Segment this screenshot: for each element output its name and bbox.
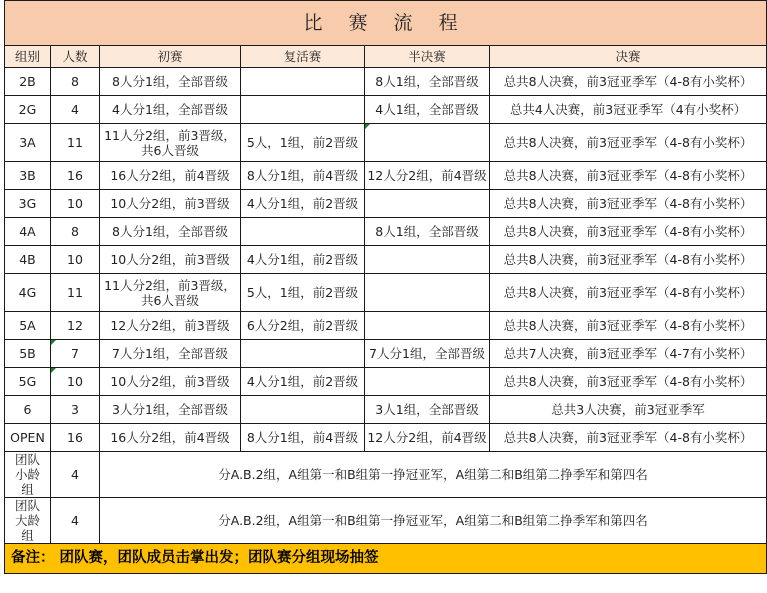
cell-final: 总共4人决赛，前3冠亚季军（4有小奖杯） bbox=[490, 96, 767, 124]
cell-final: 总共8人决赛，前3冠亚季军（4-8有小奖杯） bbox=[490, 312, 767, 340]
cell-semi: 8人1组，全部晋级 bbox=[365, 218, 490, 246]
cell-group: 3A bbox=[5, 124, 51, 162]
cell-team-description: 分A.B.2组，A组第一和B组第一挣冠亚军，A组第二和B组第二挣季军和第四名 bbox=[100, 498, 767, 544]
cell-final: 总共8人决赛，前3冠亚季军（4-8有小奖杯） bbox=[490, 190, 767, 218]
cell-team-description: 分A.B.2组，A组第一和B组第一挣冠亚军，A组第二和B组第二挣季军和第四名 bbox=[100, 452, 767, 498]
cell-count: 16 bbox=[51, 424, 100, 452]
cell-repechage: 4人分1组，前2晋级 bbox=[241, 190, 365, 218]
table-row bbox=[5, 190, 767, 218]
cell-semi bbox=[365, 368, 490, 396]
cell-prelim: 3人分1组，全部晋级 bbox=[100, 396, 241, 424]
cell-count: 3 bbox=[51, 396, 100, 424]
cell-group: 团队小龄组 bbox=[5, 452, 51, 498]
table-row bbox=[5, 96, 767, 124]
cell-count: 10 bbox=[51, 246, 100, 274]
schedule-table bbox=[4, 0, 767, 574]
cell-semi: 4人1组，全部晋级 bbox=[365, 96, 490, 124]
cell-group: 6 bbox=[5, 396, 51, 424]
cell-prelim: 11人分2组，前3晋级，共6人晋级 bbox=[100, 274, 241, 312]
cell-group: 2B bbox=[5, 68, 51, 96]
cell-semi bbox=[365, 424, 490, 452]
cell-prelim: 16人分2组，前4晋级 bbox=[100, 424, 241, 452]
schedule-sheet bbox=[4, 0, 766, 574]
header-count: 人数 bbox=[51, 46, 100, 68]
cell-prelim: 10人分2组，前3晋级 bbox=[100, 190, 241, 218]
cell-repechage: 5人，1组，前2晋级 bbox=[241, 124, 365, 162]
cell-prelim: 11人分2组，前3晋级，共6人晋级 bbox=[100, 124, 241, 162]
cell-repechage: 8人分1组，前4晋级 bbox=[241, 424, 365, 452]
cell-group: OPEN bbox=[5, 424, 51, 452]
table-row bbox=[5, 340, 767, 368]
table-row bbox=[5, 124, 767, 162]
cell-group: 2G bbox=[5, 96, 51, 124]
cell-repechage bbox=[241, 96, 365, 124]
cell-count: 11 bbox=[51, 124, 100, 162]
cell-count: 10 bbox=[51, 190, 100, 218]
header-row bbox=[5, 46, 767, 68]
cell-final: 总共8人决赛，前3冠亚季军（4-8有小奖杯） bbox=[490, 368, 767, 396]
cell-semi bbox=[365, 274, 490, 312]
cell-count: 11 bbox=[51, 274, 100, 312]
cell-final: 总共8人决赛，前3冠亚季军（4-8有小奖杯） bbox=[490, 162, 767, 190]
team-row bbox=[5, 452, 767, 498]
cell-count: 8 bbox=[51, 68, 100, 96]
header-semi: 半决赛 bbox=[365, 46, 490, 68]
cell-prelim: 8人分1组，全部晋级 bbox=[100, 218, 241, 246]
cell-count: 16 bbox=[51, 162, 100, 190]
cell-group: 4A bbox=[5, 218, 51, 246]
cell-semi bbox=[365, 162, 490, 190]
cell-repechage bbox=[241, 340, 365, 368]
cell-prelim: 4人分1组，全部晋级 bbox=[100, 96, 241, 124]
cell-semi: 8人1组，全部晋级 bbox=[365, 68, 490, 96]
cell-repechage: 4人分1组，前2晋级 bbox=[241, 246, 365, 274]
cell-repechage: 6人分2组，前2晋级 bbox=[241, 312, 365, 340]
cell-group: 5G bbox=[5, 368, 51, 396]
cell-final: 总共8人决赛，前3冠亚季军（4-8有小奖杯） bbox=[490, 274, 767, 312]
cell-count: 8 bbox=[51, 218, 100, 246]
header-repechage: 复活赛 bbox=[241, 46, 365, 68]
cell-group: 3G bbox=[5, 190, 51, 218]
cell-count: 4 bbox=[51, 96, 100, 124]
cell-count: 7 bbox=[51, 340, 100, 368]
cell-semi: 7人分1组，全部晋级 bbox=[365, 340, 490, 368]
cell-repechage bbox=[241, 218, 365, 246]
sheet-title: 比 赛 流 程 bbox=[5, 1, 767, 46]
cell-final: 总共8人决赛，前3冠亚季军（4-8有小奖杯） bbox=[490, 68, 767, 96]
semi-text: 12人分2组，前4晋级 bbox=[367, 430, 487, 445]
cell-final: 总共8人决赛，前3冠亚季军（4-8有小奖杯） bbox=[490, 424, 767, 452]
cell-group: 团队大龄组 bbox=[5, 498, 51, 544]
cell-semi bbox=[365, 190, 490, 218]
cell-count: 4 bbox=[51, 452, 100, 498]
table-row bbox=[5, 68, 767, 96]
cell-semi bbox=[365, 312, 490, 340]
table-row bbox=[5, 424, 767, 452]
semi-text: 12人分2组，前4晋级 bbox=[367, 168, 487, 183]
header-prelim: 初赛 bbox=[100, 46, 241, 68]
table-row bbox=[5, 396, 767, 424]
cell-prelim: 12人分2组，前3晋级 bbox=[100, 312, 241, 340]
cell-final: 总共8人决赛，前3冠亚季军（4-8有小奖杯） bbox=[490, 246, 767, 274]
cell-repechage: 4人分1组，前2晋级 bbox=[241, 368, 365, 396]
cell-final: 总共3人决赛，前3冠亚季军 bbox=[490, 396, 767, 424]
table-row bbox=[5, 274, 767, 312]
cell-group: 3B bbox=[5, 162, 51, 190]
table-row bbox=[5, 368, 767, 396]
cell-semi: 3人1组，全部晋级 bbox=[365, 396, 490, 424]
cell-repechage bbox=[241, 68, 365, 96]
cell-repechage: 8人分1组，前4晋级 bbox=[241, 162, 365, 190]
table-row bbox=[5, 218, 767, 246]
team-row bbox=[5, 498, 767, 544]
cell-group: 5A bbox=[5, 312, 51, 340]
cell-group: 5B bbox=[5, 340, 51, 368]
cell-prelim: 7人分1组，全部晋级 bbox=[100, 340, 241, 368]
header-final: 决赛 bbox=[490, 46, 767, 68]
cell-prelim: 16人分2组，前4晋级 bbox=[100, 162, 241, 190]
cell-final: 总共8人决赛，前3冠亚季军（4-8有小奖杯） bbox=[490, 124, 767, 162]
cell-group: 4G bbox=[5, 274, 51, 312]
cell-prelim: 10人分2组，前3晋级 bbox=[100, 246, 241, 274]
cell-group: 4B bbox=[5, 246, 51, 274]
note-row bbox=[5, 544, 767, 574]
cell-semi bbox=[365, 246, 490, 274]
table-row bbox=[5, 162, 767, 190]
cell-repechage bbox=[241, 396, 365, 424]
cell-count: 4 bbox=[51, 498, 100, 544]
cell-count: 12 bbox=[51, 312, 100, 340]
cell-count: 10 bbox=[51, 368, 100, 396]
remarks-note: 备注： 团队赛，团队成员击掌出发；团队赛分组现场抽签 bbox=[5, 544, 767, 574]
cell-prelim: 10人分2组，前3晋级 bbox=[100, 368, 241, 396]
cell-prelim: 8人分1组，全部晋级 bbox=[100, 68, 241, 96]
cell-final: 总共7人决赛，前3冠亚季军（4-7有小奖杯） bbox=[490, 340, 767, 368]
cell-repechage: 5人，1组，前2晋级 bbox=[241, 274, 365, 312]
cell-semi bbox=[365, 124, 490, 162]
table-row bbox=[5, 312, 767, 340]
cell-final: 总共8人决赛，前3冠亚季军（4-8有小奖杯） bbox=[490, 218, 767, 246]
header-group: 组别 bbox=[5, 46, 51, 68]
table-row bbox=[5, 246, 767, 274]
